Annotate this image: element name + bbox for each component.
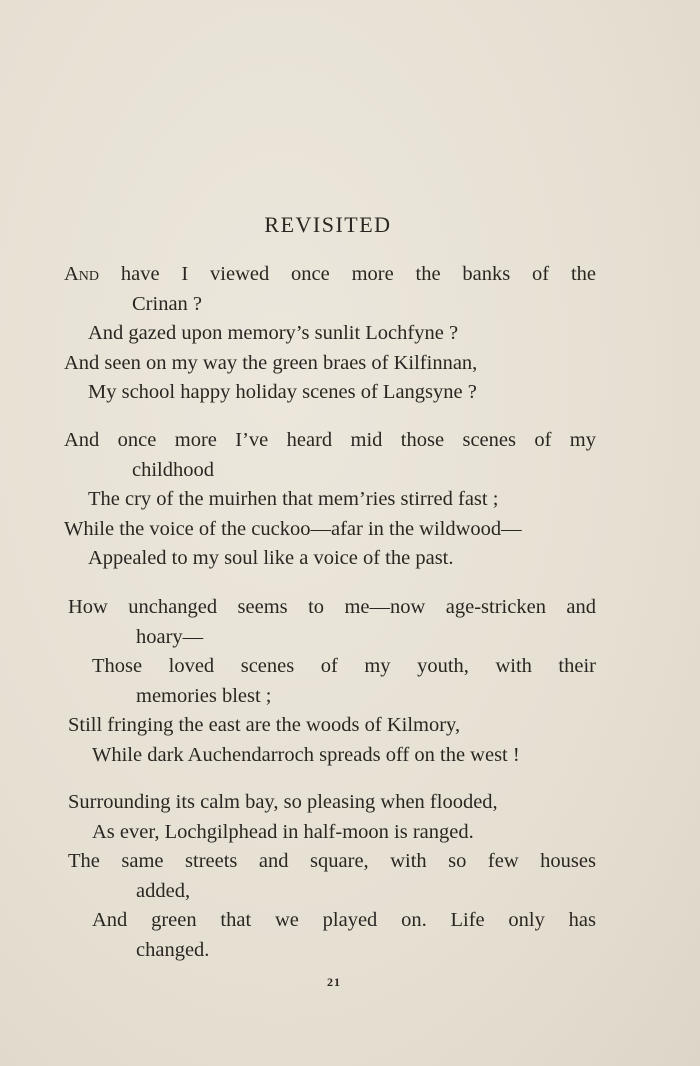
poem-line: As ever, Lochgilphead in half-moon is ranged. <box>92 820 474 843</box>
poem-title: REVISITED <box>264 212 392 237</box>
poem-line: Appealed to my soul like a voice of the past. <box>88 547 454 569</box>
poem-line: Surrounding its calm bay, so pleasing when flooded, <box>68 791 498 813</box>
poem-line: hoary— <box>136 625 204 648</box>
poem-line: My school happy holiday scenes of Langsyne ? <box>88 381 477 403</box>
poem-line: Those loved scenes of my youth, with their <box>92 655 596 677</box>
poem-line: And once more I’ve heard mid those scenes of my <box>64 429 596 451</box>
poem-line: childhood <box>132 458 214 481</box>
poem-line: The same streets and square, with so few houses <box>68 850 596 872</box>
poem-line: added, <box>136 879 191 902</box>
opening-word: And <box>64 263 100 285</box>
poem-line: The cry of the muirhen that mem’ries stirred fast ; <box>88 488 499 510</box>
poem-line: And gazed upon memory’s sunlit Lochfyne ? <box>88 322 459 344</box>
poem-line: While the voice of the cuckoo—afar in the wildwood— <box>64 517 522 540</box>
stanza-4 <box>68 788 596 965</box>
poem-line: How unchanged seems to me—now age-stricken and <box>68 596 596 618</box>
poem-line: And seen on my way the green braes of Kilfinnan, <box>64 351 478 374</box>
stanza-2 <box>64 426 596 574</box>
poem-line: Still fringing the east are the woods of Kilmory, <box>68 714 461 736</box>
poem-line: memories blest ; <box>136 684 272 707</box>
page-number: 21 <box>327 975 341 989</box>
stanza-3 <box>68 593 596 770</box>
poem-line: While dark Auchendarroch spreads off on the west ! <box>92 743 520 766</box>
stanza-1 <box>64 260 596 408</box>
poem-line: Crinan ? <box>132 292 203 315</box>
poem-line: changed. <box>136 938 210 961</box>
poem-line: And green that we played on. Life only has <box>92 909 596 931</box>
poem-line: And have I viewed once more the banks of the <box>64 263 596 285</box>
